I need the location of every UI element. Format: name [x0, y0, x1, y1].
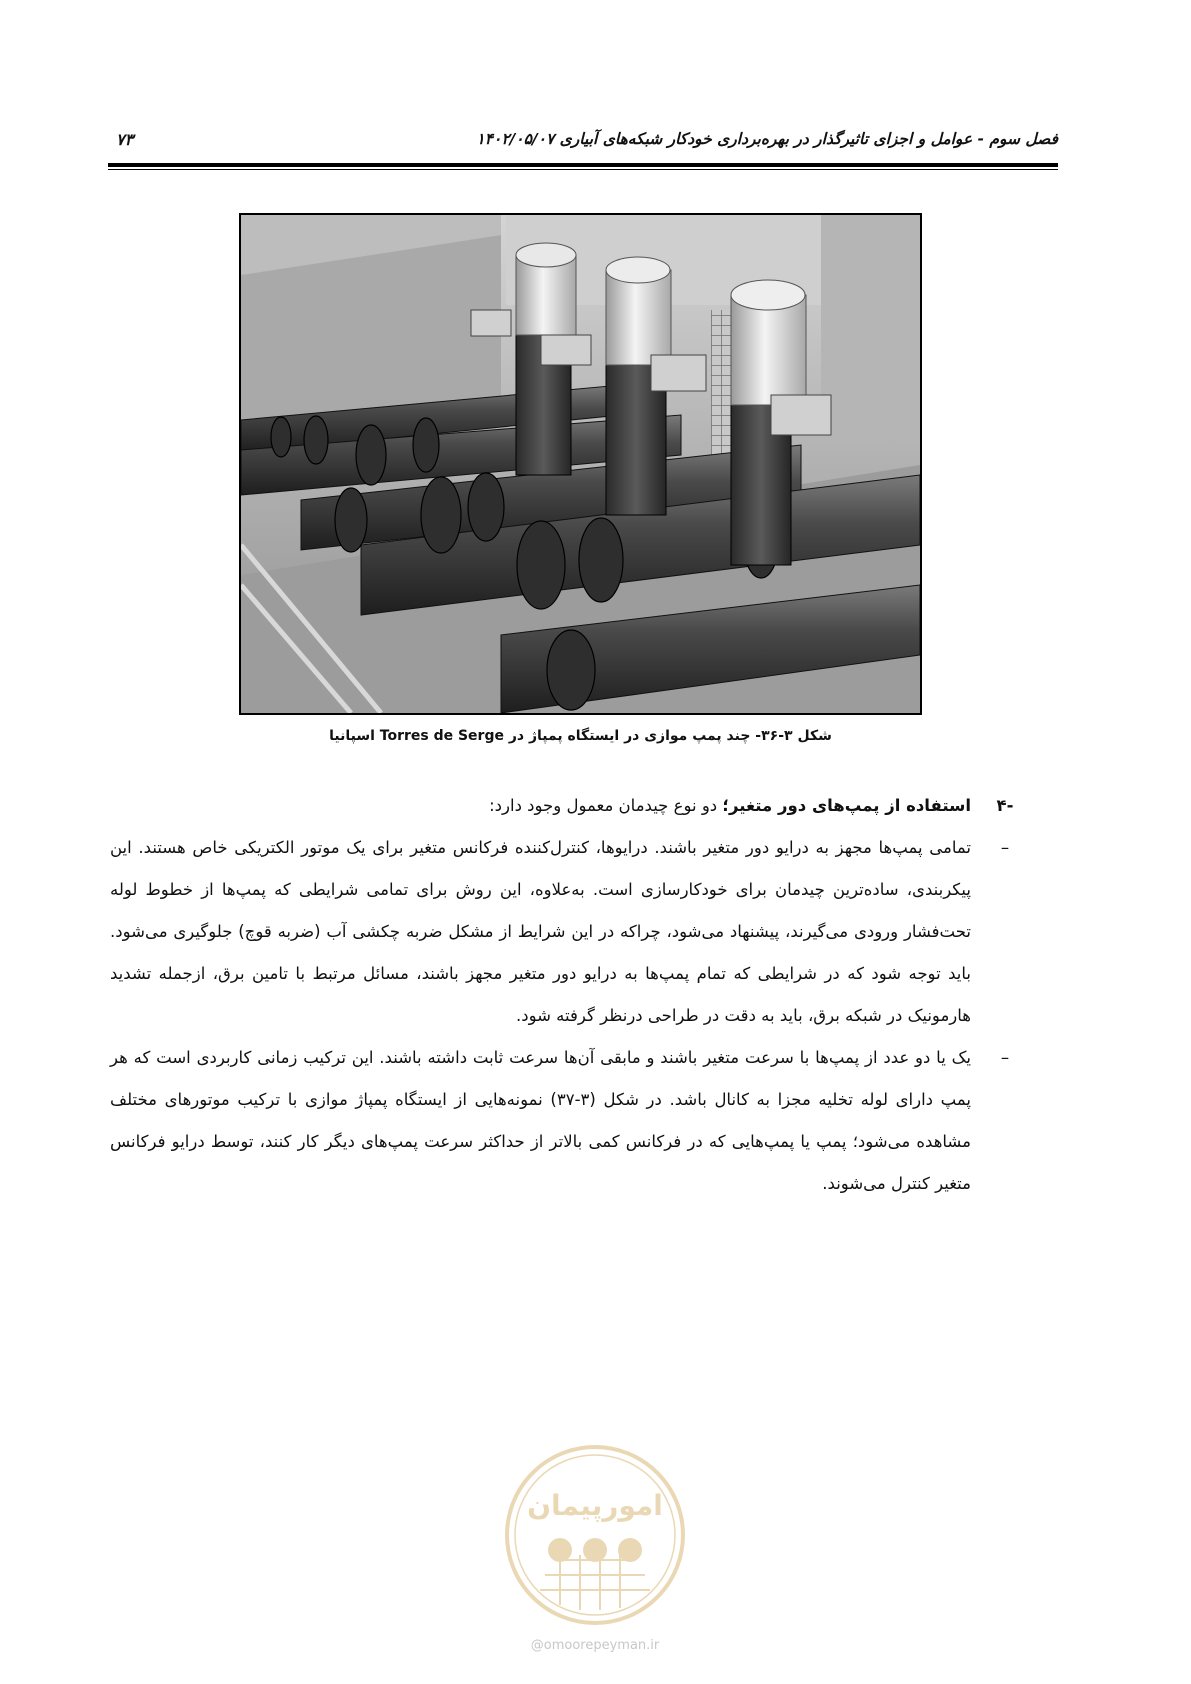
header-rule-thick [108, 163, 1058, 167]
watermark-logo-text: امورپیمان [527, 1489, 663, 1522]
header-rule-thin [108, 169, 1058, 170]
pump-station-photo [239, 213, 922, 715]
bullet-marker: – [1000, 838, 1010, 857]
body-text [110, 785, 1025, 1205]
bullet-item [110, 1037, 1025, 1205]
watermark-logo [500, 1440, 690, 1660]
bullet-marker: – [1000, 1048, 1010, 1067]
bullet-item [110, 827, 1025, 1037]
numbered-item-4 [110, 785, 1025, 827]
header-title: فصل سوم - عوامل و اجزای تاثیرگذار در بهره‌برداری خودکار شبکه‌های آبیاری ۱۴۰۲/۰۵/۰۷ [476, 130, 1058, 148]
item-heading-rest: دو نوع چیدمان معمول وجود دارد: [489, 796, 723, 815]
watermark-site: @omoorepeyman.ir [530, 1638, 660, 1653]
bullet-text: یک یا دو عدد از پمپ‌ها با سرعت متغیر باشند و مابقی آن‌ها سرعت ثابت داشته باشند. این ترکیب زمانی کاربردی است که هر پمپ دارای لوله تخلیه مجزا به کانال باشد. در شکل (۳-۳۷) نمونه‌هایی از ایستگاه پمپاژ موازی با ترکیب موتورهای مختلف مشاهده می‌شود؛ پمپ یا پمپ‌هایی که در فرکانس کمی بالاتر از حداکثر سرعت پمپ‌های دیگر کار کنند، توسط درایو فرکانس متغیر کنترل می‌شوند. [110, 1048, 971, 1193]
figure-caption: شکل ۳-۳۶- چند پمپ موازی در ایستگاه پمپاژ در Torres de Serge اسپانیا [329, 728, 832, 744]
item-number: -۴ [996, 796, 1014, 815]
page-number: ۷۳ [116, 130, 134, 149]
bullet-text: تمامی پمپ‌ها مجهز به درایو دور متغیر باشند. درایوها، کنترل‌کننده فرکانس متغیر برای یک موتور الکتریکی خاص هستند. این پیکربندی، ساده‌ترین چیدمان برای خودکارسازی است. به‌علاوه، این روش برای تمامی شرایطی که پمپ‌ها از خطوط لوله تحت‌فشار ورودی می‌گیرند، پیشنهاد می‌شود، چراکه در این شرایط از مشکل ضربه چکشی آب (ضربه قوچ) جلوگیری می‌شود. باید توجه شود که در شرایطی که تمام پمپ‌ها به درایو دور متغیر مجهز باشند، مسائل مرتبط با تامین برق، ازجمله تشدید هارمونیک در شبکه برق، باید به دقت در طراحی درنظر گرفته شود. [110, 838, 971, 1025]
page-header [108, 130, 1058, 156]
item-heading: استفاده از پمپ‌های دور متغیر؛ [722, 796, 971, 815]
